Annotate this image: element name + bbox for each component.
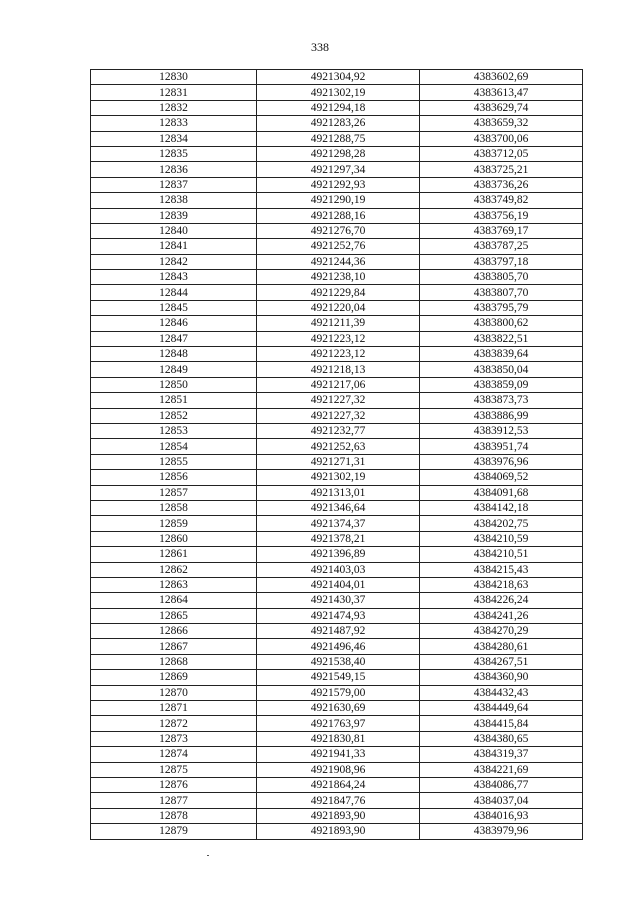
point-number-cell: 12863	[91, 577, 257, 592]
x-coordinate-cell: 4921297,34	[257, 162, 420, 177]
x-coordinate-cell: 4921298,28	[257, 146, 420, 161]
x-coordinate-cell: 4921313,01	[257, 485, 420, 500]
y-coordinate-cell: 4383807,70	[420, 285, 583, 300]
point-number-cell: 12869	[91, 670, 257, 685]
x-coordinate-cell: 4921227,32	[257, 408, 420, 423]
point-number-cell: 12838	[91, 193, 257, 208]
x-coordinate-cell: 4921346,64	[257, 500, 420, 515]
y-coordinate-cell: 4383839,64	[420, 347, 583, 362]
x-coordinate-cell: 4921292,93	[257, 177, 420, 192]
table-row	[91, 100, 583, 115]
point-number-cell: 12846	[91, 316, 257, 331]
table-row	[91, 239, 583, 254]
point-number-cell: 12856	[91, 470, 257, 485]
x-coordinate-cell: 4921223,12	[257, 331, 420, 346]
point-number-cell: 12868	[91, 654, 257, 669]
point-number-cell: 12873	[91, 731, 257, 746]
point-number-cell: 12853	[91, 423, 257, 438]
x-coordinate-cell: 4921893,90	[257, 824, 420, 839]
table-row	[91, 393, 583, 408]
y-coordinate-cell: 4383805,70	[420, 270, 583, 285]
point-number-cell: 12842	[91, 254, 257, 269]
scan-speck	[207, 855, 209, 856]
point-number-cell: 12852	[91, 408, 257, 423]
y-coordinate-cell: 4383795,79	[420, 300, 583, 315]
point-number-cell: 12865	[91, 608, 257, 623]
table-row	[91, 500, 583, 515]
x-coordinate-cell: 4921218,13	[257, 362, 420, 377]
y-coordinate-cell: 4384432,43	[420, 685, 583, 700]
coordinates-table-body	[91, 70, 583, 840]
y-coordinate-cell: 4383602,69	[420, 70, 583, 85]
point-number-cell: 12879	[91, 824, 257, 839]
table-row	[91, 223, 583, 238]
y-coordinate-cell: 4384221,69	[420, 762, 583, 777]
x-coordinate-cell: 4921403,03	[257, 562, 420, 577]
x-coordinate-cell: 4921302,19	[257, 470, 420, 485]
y-coordinate-cell: 4384380,65	[420, 731, 583, 746]
table-row	[91, 377, 583, 392]
table-row	[91, 670, 583, 685]
point-number-cell: 12867	[91, 639, 257, 654]
x-coordinate-cell: 4921220,04	[257, 300, 420, 315]
table-row	[91, 654, 583, 669]
y-coordinate-cell: 4383873,73	[420, 393, 583, 408]
y-coordinate-cell: 4383725,21	[420, 162, 583, 177]
point-number-cell: 12864	[91, 593, 257, 608]
table-row	[91, 731, 583, 746]
point-number-cell: 12848	[91, 347, 257, 362]
point-number-cell: 12861	[91, 547, 257, 562]
table-row	[91, 131, 583, 146]
point-number-cell: 12870	[91, 685, 257, 700]
table-row	[91, 331, 583, 346]
table-row	[91, 208, 583, 223]
y-coordinate-cell: 4383979,96	[420, 824, 583, 839]
table-row	[91, 485, 583, 500]
table-row	[91, 562, 583, 577]
point-number-cell: 12844	[91, 285, 257, 300]
point-number-cell: 12832	[91, 100, 257, 115]
point-number-cell: 12872	[91, 716, 257, 731]
table-row	[91, 254, 583, 269]
table-row	[91, 362, 583, 377]
y-coordinate-cell: 4383756,19	[420, 208, 583, 223]
y-coordinate-cell: 4383629,74	[420, 100, 583, 115]
y-coordinate-cell: 4383797,18	[420, 254, 583, 269]
y-coordinate-cell: 4384037,04	[420, 793, 583, 808]
table-row	[91, 639, 583, 654]
table-row	[91, 285, 583, 300]
x-coordinate-cell: 4921496,46	[257, 639, 420, 654]
point-number-cell: 12849	[91, 362, 257, 377]
x-coordinate-cell: 4921276,70	[257, 223, 420, 238]
table-row	[91, 547, 583, 562]
table-row	[91, 824, 583, 839]
y-coordinate-cell: 4383912,53	[420, 423, 583, 438]
point-number-cell: 12843	[91, 270, 257, 285]
y-coordinate-cell: 4384016,93	[420, 808, 583, 823]
point-number-cell: 12841	[91, 239, 257, 254]
table-row	[91, 762, 583, 777]
x-coordinate-cell: 4921549,15	[257, 670, 420, 685]
point-number-cell: 12871	[91, 701, 257, 716]
y-coordinate-cell: 4383976,96	[420, 454, 583, 469]
point-number-cell: 12858	[91, 500, 257, 515]
table-row	[91, 701, 583, 716]
y-coordinate-cell: 4383769,17	[420, 223, 583, 238]
table-row	[91, 577, 583, 592]
y-coordinate-cell: 4384319,37	[420, 747, 583, 762]
x-coordinate-cell: 4921288,75	[257, 131, 420, 146]
point-number-cell: 12857	[91, 485, 257, 500]
x-coordinate-cell: 4921374,37	[257, 516, 420, 531]
point-number-cell: 12862	[91, 562, 257, 577]
y-coordinate-cell: 4384270,29	[420, 624, 583, 639]
x-coordinate-cell: 4921302,19	[257, 85, 420, 100]
x-coordinate-cell: 4921404,01	[257, 577, 420, 592]
table-row	[91, 347, 583, 362]
y-coordinate-cell: 4384241,26	[420, 608, 583, 623]
y-coordinate-cell: 4384449,64	[420, 701, 583, 716]
point-number-cell: 12845	[91, 300, 257, 315]
table-row	[91, 85, 583, 100]
table-row	[91, 808, 583, 823]
table-row	[91, 300, 583, 315]
y-coordinate-cell: 4383749,82	[420, 193, 583, 208]
y-coordinate-cell: 4383712,05	[420, 146, 583, 161]
y-coordinate-cell: 4383613,47	[420, 85, 583, 100]
x-coordinate-cell: 4921252,76	[257, 239, 420, 254]
table-row	[91, 270, 583, 285]
x-coordinate-cell: 4921864,24	[257, 777, 420, 792]
y-coordinate-cell: 4384226,24	[420, 593, 583, 608]
table-row	[91, 439, 583, 454]
point-number-cell: 12834	[91, 131, 257, 146]
y-coordinate-cell: 4383700,06	[420, 131, 583, 146]
table-row	[91, 470, 583, 485]
y-coordinate-cell: 4383659,32	[420, 116, 583, 131]
table-row	[91, 146, 583, 161]
x-coordinate-cell: 4921487,92	[257, 624, 420, 639]
table-row	[91, 793, 583, 808]
point-number-cell: 12831	[91, 85, 257, 100]
point-number-cell: 12837	[91, 177, 257, 192]
y-coordinate-cell: 4384360,90	[420, 670, 583, 685]
x-coordinate-cell: 4921396,89	[257, 547, 420, 562]
x-coordinate-cell: 4921763,97	[257, 716, 420, 731]
y-coordinate-cell: 4383850,04	[420, 362, 583, 377]
y-coordinate-cell: 4383800,62	[420, 316, 583, 331]
x-coordinate-cell: 4921252,63	[257, 439, 420, 454]
table-row	[91, 716, 583, 731]
point-number-cell: 12833	[91, 116, 257, 131]
point-number-cell: 12874	[91, 747, 257, 762]
y-coordinate-cell: 4383787,25	[420, 239, 583, 254]
table-row	[91, 70, 583, 85]
table-row	[91, 531, 583, 546]
x-coordinate-cell: 4921847,76	[257, 793, 420, 808]
point-number-cell: 12830	[91, 70, 257, 85]
x-coordinate-cell: 4921211,39	[257, 316, 420, 331]
y-coordinate-cell: 4383951,74	[420, 439, 583, 454]
x-coordinate-cell: 4921908,96	[257, 762, 420, 777]
y-coordinate-cell: 4384218,63	[420, 577, 583, 592]
page-number: 338	[311, 40, 329, 54]
x-coordinate-cell: 4921283,26	[257, 116, 420, 131]
y-coordinate-cell: 4384142,18	[420, 500, 583, 515]
x-coordinate-cell: 4921238,10	[257, 270, 420, 285]
x-coordinate-cell: 4921271,31	[257, 454, 420, 469]
x-coordinate-cell: 4921579,00	[257, 685, 420, 700]
point-number-cell: 12836	[91, 162, 257, 177]
x-coordinate-cell: 4921294,18	[257, 100, 420, 115]
x-coordinate-cell: 4921430,37	[257, 593, 420, 608]
x-coordinate-cell: 4921538,40	[257, 654, 420, 669]
x-coordinate-cell: 4921229,84	[257, 285, 420, 300]
y-coordinate-cell: 4383886,99	[420, 408, 583, 423]
table-row	[91, 316, 583, 331]
coordinates-table	[90, 69, 583, 840]
point-number-cell: 12854	[91, 439, 257, 454]
point-number-cell: 12855	[91, 454, 257, 469]
y-coordinate-cell: 4384215,43	[420, 562, 583, 577]
y-coordinate-cell: 4384210,51	[420, 547, 583, 562]
y-coordinate-cell: 4383736,26	[420, 177, 583, 192]
table-row	[91, 608, 583, 623]
table-row	[91, 593, 583, 608]
x-coordinate-cell: 4921223,12	[257, 347, 420, 362]
x-coordinate-cell: 4921378,21	[257, 531, 420, 546]
x-coordinate-cell: 4921630,69	[257, 701, 420, 716]
table-row	[91, 777, 583, 792]
x-coordinate-cell: 4921217,06	[257, 377, 420, 392]
table-row	[91, 408, 583, 423]
y-coordinate-cell: 4384210,59	[420, 531, 583, 546]
point-number-cell: 12860	[91, 531, 257, 546]
x-coordinate-cell: 4921288,16	[257, 208, 420, 223]
table-row	[91, 454, 583, 469]
x-coordinate-cell: 4921304,92	[257, 70, 420, 85]
x-coordinate-cell: 4921244,36	[257, 254, 420, 269]
y-coordinate-cell: 4383859,09	[420, 377, 583, 392]
point-number-cell: 12877	[91, 793, 257, 808]
y-coordinate-cell: 4384280,61	[420, 639, 583, 654]
table-row	[91, 193, 583, 208]
y-coordinate-cell: 4383822,51	[420, 331, 583, 346]
x-coordinate-cell: 4921290,19	[257, 193, 420, 208]
point-number-cell: 12835	[91, 146, 257, 161]
table-row	[91, 423, 583, 438]
y-coordinate-cell: 4384091,68	[420, 485, 583, 500]
table-row	[91, 116, 583, 131]
x-coordinate-cell: 4921474,93	[257, 608, 420, 623]
x-coordinate-cell: 4921893,90	[257, 808, 420, 823]
point-number-cell: 12847	[91, 331, 257, 346]
point-number-cell: 12840	[91, 223, 257, 238]
y-coordinate-cell: 4384069,52	[420, 470, 583, 485]
y-coordinate-cell: 4384202,75	[420, 516, 583, 531]
table-row	[91, 177, 583, 192]
point-number-cell: 12876	[91, 777, 257, 792]
point-number-cell: 12866	[91, 624, 257, 639]
y-coordinate-cell: 4384086,77	[420, 777, 583, 792]
table-row	[91, 624, 583, 639]
point-number-cell: 12839	[91, 208, 257, 223]
y-coordinate-cell: 4384415,84	[420, 716, 583, 731]
table-row	[91, 162, 583, 177]
point-number-cell: 12851	[91, 393, 257, 408]
x-coordinate-cell: 4921232,77	[257, 423, 420, 438]
x-coordinate-cell: 4921227,32	[257, 393, 420, 408]
point-number-cell: 12878	[91, 808, 257, 823]
table-row	[91, 516, 583, 531]
point-number-cell: 12859	[91, 516, 257, 531]
point-number-cell: 12875	[91, 762, 257, 777]
y-coordinate-cell: 4384267,51	[420, 654, 583, 669]
table-row	[91, 747, 583, 762]
x-coordinate-cell: 4921941,33	[257, 747, 420, 762]
x-coordinate-cell: 4921830,81	[257, 731, 420, 746]
point-number-cell: 12850	[91, 377, 257, 392]
table-row	[91, 685, 583, 700]
